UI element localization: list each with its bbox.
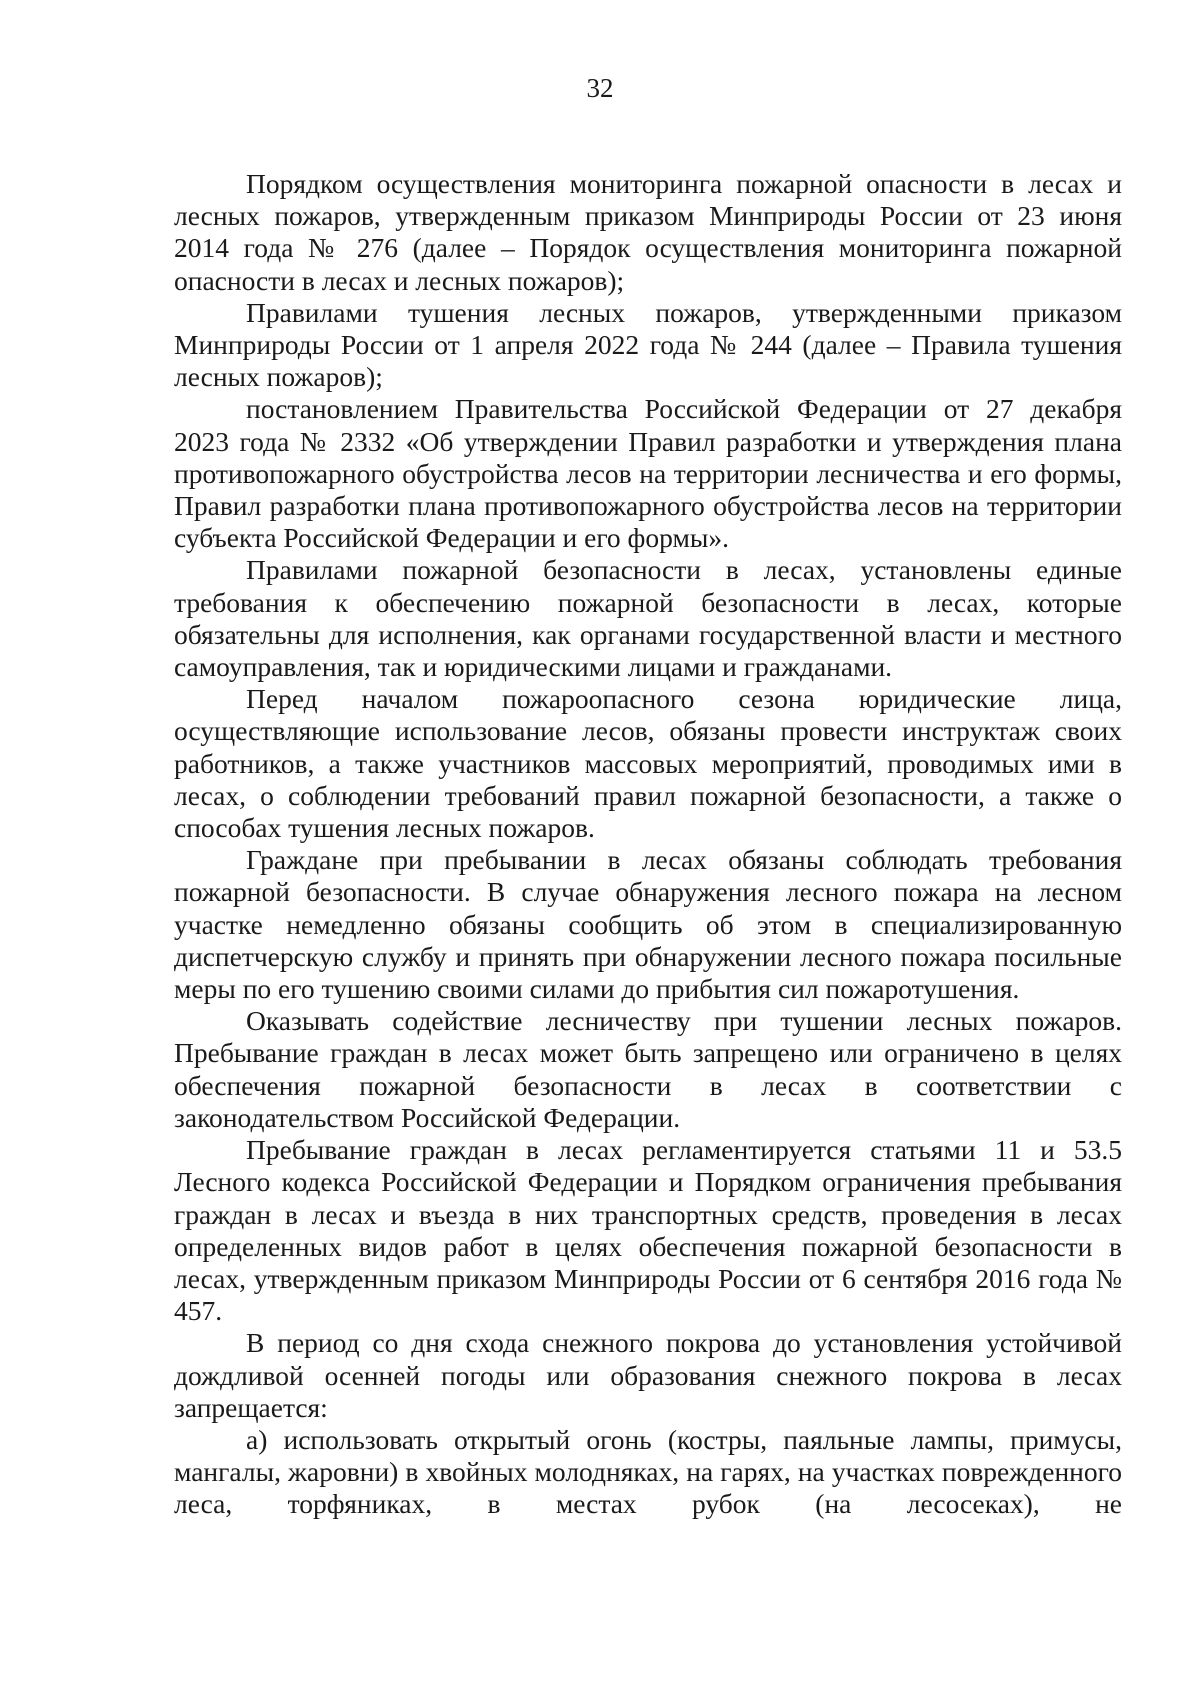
paragraph-fire-safety-rules: Правилами пожарной безопасности в лесах, установлены единые требования к обеспечению пожарной безопасности в лесах, которые обязательны для исполнения, как органами государственной власти и местного самоуправления, так и юридическими лицами и гражданами.: [174, 554, 1122, 683]
paragraph-citizens-duties: Граждане при пребывании в лесах обязаны соблюдать требования пожарной безопасности. В случае обнаружения лесного пожара на лесном участке немедленно обязаны сообщить об этом в специализированную диспетчерскую службу и принять при обнаружении лесного пожара посильные меры по его тушению своими силами до прибытия сил пожаротушения.: [174, 844, 1122, 1005]
document-body: [174, 168, 1122, 1521]
paragraph-open-fire-ban: а) использовать открытый огонь (костры, паяльные лампы, примусы, мангалы, жаровни) в хвойных молодняках, на гарях, на участках поврежденного леса, торфяниках, в местах рубок (на лесосеках), не: [174, 1423, 1122, 1520]
paragraph-prohibition-period: В период со дня схода снежного покрова до установления устойчивой дождливой осенней погоды или образования снежного покрова в лесах запрещается:: [174, 1327, 1122, 1423]
paragraph-government-resolution: постановлением Правительства Российской Федерации от 27 декабря 2023 года № 2332 «Об утверждении Правил разработки и утверждения плана противопожарного обустройства лесов на территории лесничества и его формы, Правил разработки плана противопожарного обустройства лесов на территории субъекта Российской Федерации и его формы».: [174, 393, 1122, 554]
paragraph-assistance: Оказывать содействие лесничеству при тушении лесных пожаров. Пребывание граждан в лесах может быть запрещено или ограничено в целях обеспечения пожарной безопасности в лесах в соответствии с законодательством Российской Федерации.: [174, 1005, 1122, 1133]
paragraph-stay-regulation: Пребывание граждан в лесах регламентируется статьями 11 и 53.5 Лесного кодекса Российской Федерации и Порядком ограничения пребывания граждан в лесах и въезда в них транспортных средств, проведения в лесах определенных видов работ в целях обеспечения пожарной безопасности в лесах, утвержденным приказом Минприроды России от 6 сентября 2016 года № 457.: [174, 1134, 1122, 1327]
paragraph-fire-extinguishing-rules: Правилами тушения лесных пожаров, утвержденными приказом Минприроды России от 1 апреля 2022 года № 244 (далее – Правила тушения лесных пожаров);: [174, 296, 1122, 393]
paragraph-monitoring-procedure: Порядком осуществления мониторинга пожарной опасности в лесах и лесных пожаров, утвержденным приказом Минприроды России от 23 июня 2014 года № 276 (далее – Порядок осуществления мониторинга пожарной опасности в лесах и лесных пожаров);: [174, 168, 1122, 296]
paragraph-season-briefing: Перед началом пожароопасного сезона юридические лица, осуществляющие использование лесов, обязаны провести инструктаж своих работников, а также участников массовых мероприятий, проводимых ими в лесах, о соблюдении требований правил пожарной безопасности, а также о способах тушения лесных пожаров.: [174, 683, 1122, 844]
page-number: 32: [586, 73, 614, 103]
